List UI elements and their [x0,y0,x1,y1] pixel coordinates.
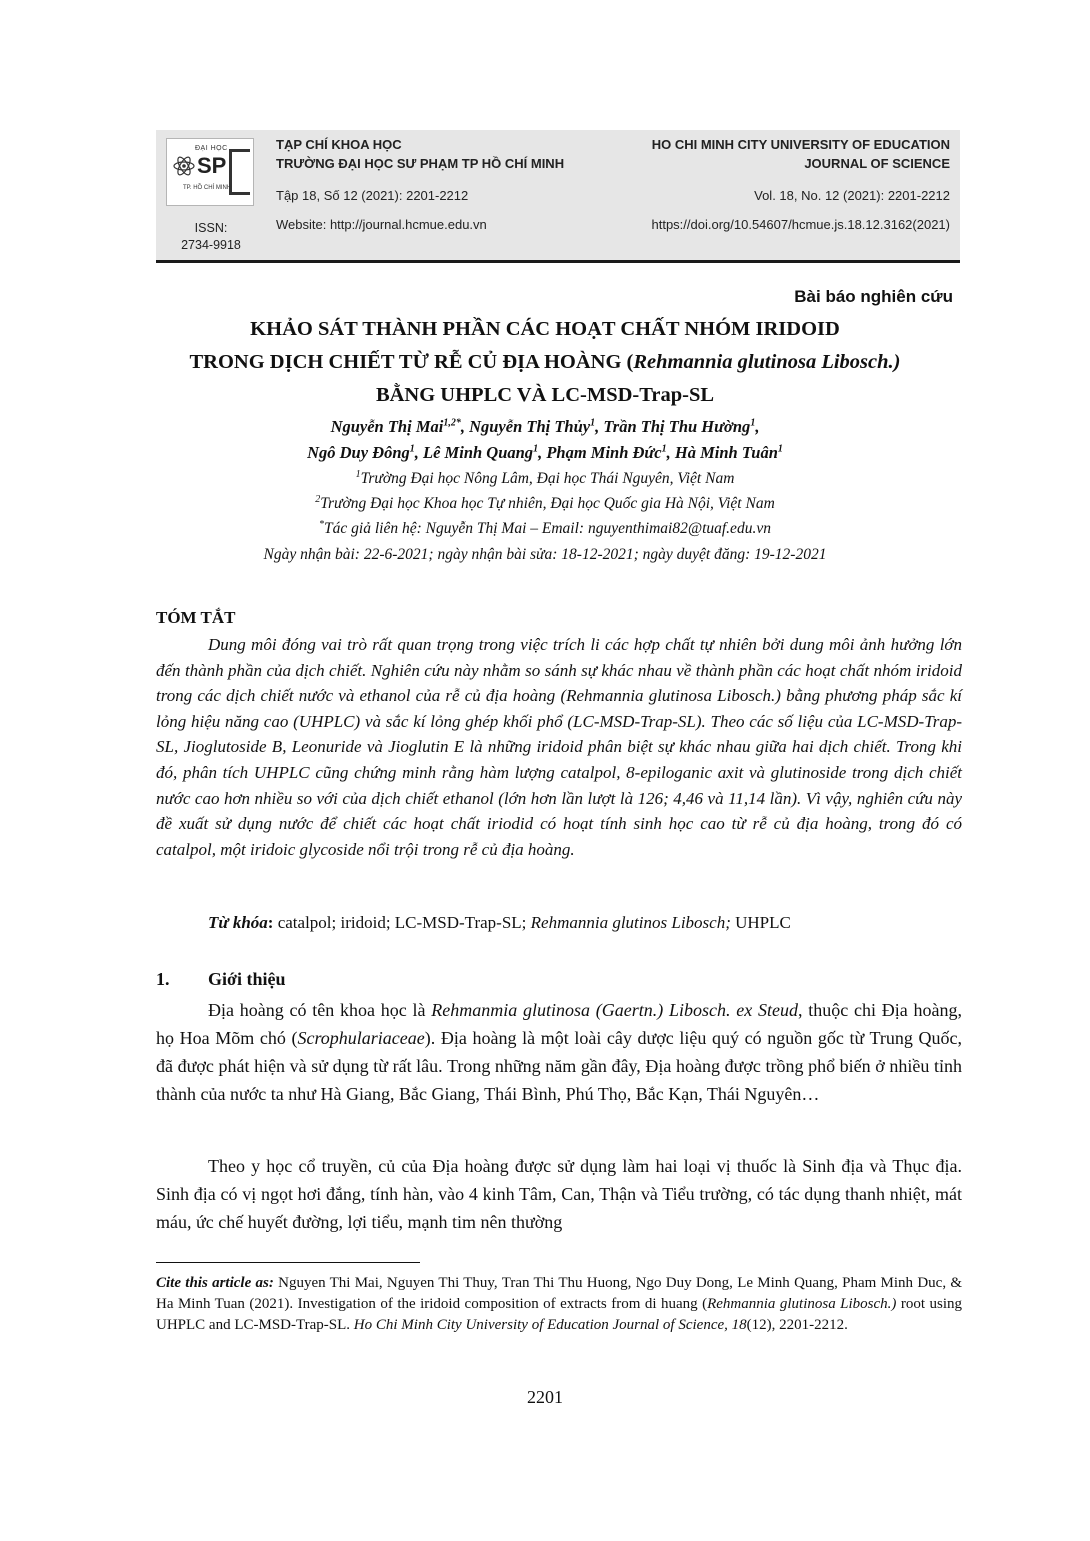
keywords-species: Rehmannia glutinos Libosch; [530,913,731,932]
journal-header [156,130,960,263]
abstract-text: Dung môi đóng vai trò rất quan trọng trong việc trích li các hợp chất tự nhiên bởi dung môi ảnh hưởng lớn đến thành phần của dịch chiết. Nghiên cứu này nhằm so sánh sự khác nhau về thành phần các hoạt chất nhóm iridoid trong các dịch chiết nước và ethanol của rễ củ địa hoàng (Rehmannia glutinosa Libosch.) bằng phương pháp sắc kí lỏng hiệu năng cao (UHPLC) và sắc kí lỏng ghép khối phổ (LC-MSD-Trap-SL). Theo các số liệu của LC-MSD-Trap-SL, Jioglutoside B, Leonuride và Jioglutin E là những iridoid phân biệt sự khác nhau giữa hai dịch chiết. Trong khi đó, phân tích UHPLC cũng chứng minh rằng hàm lượng catalpol, 8-epiloganic axit và glutinoside trong dịch chiết nước cao hơn nhiều so với của dịch chiết ethanol (lớn hơn lần lượt là 126; 4,46 và 11,14 lần). Vì vậy, nghiên cứu này đề xuất sử dụng nước để chiết các hoạt chất iriodid có hoạt tính sinh học cao từ rễ củ địa hoàng, trong đó có catalpol, một iridoic glycoside nổi trội trong rễ củ địa hoàng. [156,635,962,859]
journal-name-en-line2: JOURNAL OF SCIENCE [804,156,950,171]
logo-top-text: ĐẠI HỌC [195,145,228,152]
journal-name-vi-line1: TẠP CHÍ KHOA HỌC [276,137,402,152]
issn [168,220,254,254]
author-sep: , [460,417,470,436]
para-text: Địa hoàng có tên khoa học là [208,1000,432,1020]
author-sup: 1 [750,417,756,429]
keywords-text: catalpol; iridoid; LC-MSD-Trap-SL; [277,913,531,932]
abstract-heading: TÓM TẮT [156,608,236,627]
title-line-3: BẰNG UHPLC VÀ LC-MSD-Trap-SL [375,384,715,406]
journal-name-en-line1: HO CHI MINH CITY UNIVERSITY OF EDUCATION [651,137,950,152]
footnote-divider [156,1262,420,1263]
section-heading-intro [156,969,285,990]
author-sep: , [538,443,547,462]
footnote-text: Nguyen Thi Mai, Nguyen Thi Thuy, Tran Thi Thu Huong, Ngo Duy Dong, Le Minh Quang, Pham Minh Duc, & Ha Minh Tuan (2021). Investigation of the iridoid composition of extracts from di huang ( [156,1275,963,1312]
keywords-label: Từ khóa [208,913,268,932]
intro-paragraph-1 [156,996,962,1108]
corresponding-sup: * [319,518,325,530]
family-name: Scrophulariaceae [297,1028,425,1048]
title-line-1: KHẢO SÁT THÀNH PHẦN CÁC HOẠT CHẤT NHÓM IRIDOID [250,318,840,340]
author-sup: 1 [409,443,415,455]
book-icon [229,149,250,195]
author-sup: 1 [777,443,783,455]
website-link[interactable]: Website: http://journal.hcmue.edu.vn [276,217,487,232]
footnote-species: Rehmannia glutinosa Libosch.) [707,1296,897,1312]
title-line-2-text: TRONG DỊCH CHIẾT TỪ RỄ CỦ ĐỊA HOÀNG ( [189,351,634,373]
author-sup: 1,2* [443,417,461,429]
author: Hà Minh Tuân [674,443,778,462]
corresponding-text: Tác giả liên hệ: Nguyễn Thị Mai – Email: nguyenthimai82@tuaf.edu.vn [324,520,771,537]
logo-sub-text: TP. HỒ CHÍ MINH [183,185,232,191]
author-sep: , [755,417,760,436]
keywords-text-end: UHPLC [730,913,791,932]
title-species: Rehmannia glutinosa Libosch.) [633,351,901,373]
affiliation-1-sup: 1 [355,468,361,480]
issue-vi: Tập 18, Số 12 (2021): 2201-2212 [276,188,469,203]
journal-logo [166,138,254,206]
corresponding-author [0,520,1090,538]
author-sup: 1 [590,417,596,429]
atom-icon [173,155,195,177]
section-number: 1. [156,969,170,989]
keywords-colon: : [267,913,278,932]
article-dates: Ngày nhận bài: 22-6-2021; ngày nhận bài sửa: 18-12-2021; ngày duyệt đăng: 19-12-2021 [263,546,827,563]
footnote-text: root using UHPLC and LC-MSD-Trap-SL. [156,1296,962,1333]
affiliation-2 [0,495,1090,513]
footnote-label: Cite this article as: [156,1275,274,1291]
keywords [208,913,791,933]
species-name: Rehmanmia glutinosa (Gaertn.) Libosch. ex Steud [431,1000,798,1020]
footnote-text: (12), 2201-2212. [746,1317,848,1333]
author: Phạm Minh Đức [546,443,662,462]
page-number: 2201 [527,1387,563,1407]
title-line-2 [0,351,1090,374]
affiliation-1 [0,470,1090,488]
author-sep: , [414,443,424,462]
affiliation-1-text: Trường Đại học Nông Lâm, Đại học Thái Nguyên, Việt Nam [360,470,735,487]
journal-name-vi-line2: TRƯỜNG ĐẠI HỌC SƯ PHẠM TP HỒ CHÍ MINH [276,156,565,171]
author: Lê Minh Quang [423,443,534,462]
article-type: Bài báo nghiên cứu [794,287,953,306]
footnote-journal: Ho Chi Minh City University of Education Journal of Science, 18 [353,1317,747,1333]
issue-en: Vol. 18, No. 12 (2021): 2201-2212 [754,188,950,203]
authors-line-1 [0,417,1090,437]
section-title: Giới thiệu [208,969,286,989]
authors-line-2 [0,443,1090,463]
citation-footnote [156,1273,962,1336]
author-sep: , [666,443,675,462]
para-text: , thuộc chi Địa hoàng, họ Hoa Mõm chó ( [156,1000,962,1048]
author-sup: 1 [661,443,667,455]
issn-label: ISSN: [194,221,228,235]
logo-text: SP [197,153,227,178]
affiliation-2-sup: 2 [315,493,321,505]
author-sup: 1 [533,443,539,455]
author: Nguyễn Thị Thủy [469,417,591,436]
issn-number: 2734-9918 [181,238,241,252]
author: Ngô Duy Đông [307,443,410,462]
affiliation-2-text: Trường Đại học Khoa học Tự nhiên, Đại học Quốc gia Hà Nội, Việt Nam [320,495,775,512]
author: Trần Thị Thu Hường [603,417,751,436]
author: Nguyễn Thị Mai [330,417,444,436]
intro-paragraph-2: Theo y học cổ truyền, củ của Địa hoàng được sử dụng làm hai loại vị thuốc là Sinh địa và Thục địa. Sinh địa có vị ngọt hơi đắng, tính hàn, vào 4 kinh Tâm, Can, Thận và Tiểu trường, có tác dụng thanh nhiệt, mát máu, ức chế huyết đường, lợi tiểu, mạnh tim nên thường [156,1156,962,1232]
para-text: ). Địa hoàng là một loài cây dược liệu quý có nguồn gốc từ Trung Quốc, đã được phát hiện và sử dụng từ rất lâu. Trong những năm gần đây, Địa hoàng được trồng phổ biến ở nhiều tỉnh thành của nước ta như Hà Giang, Bắc Giang, Thái Bình, Phú Thọ, Bắc Kạn, Thái Nguyên… [156,1028,962,1104]
author-sep: , [595,417,604,436]
doi-link[interactable]: https://doi.org/10.54607/hcmue.js.18.12.3162(2021) [651,217,950,232]
